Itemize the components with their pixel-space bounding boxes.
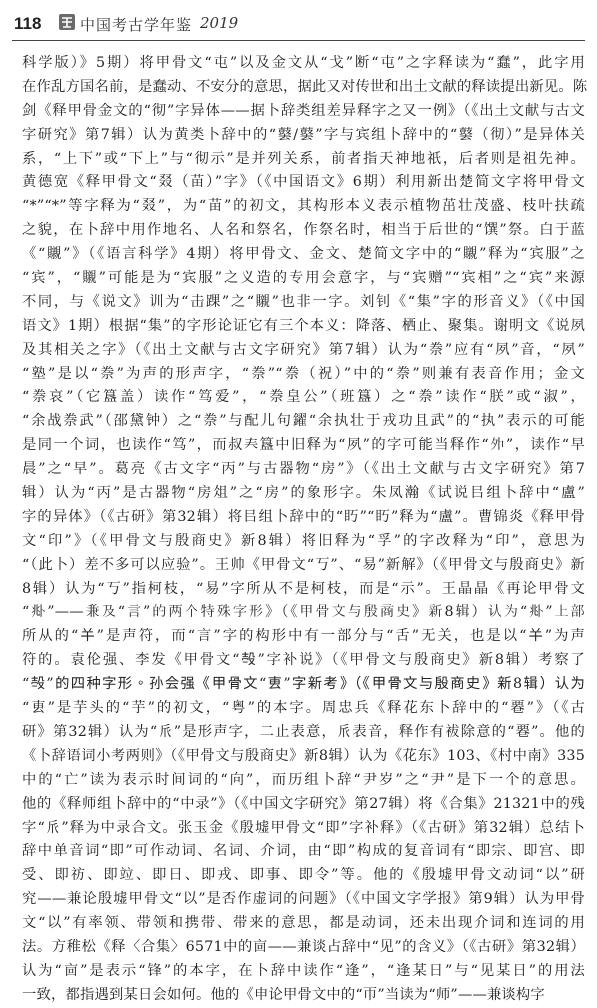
text-line: 及其相关之字》（《出土文献与古文字研究》第7辑）认为“䄅”应有“夙”音，“夙” xyxy=(22,341,585,358)
text-line: 法。方稚松《释〈合集〉6571中的㐭——兼谈占辞中“见”的含义》（《古研》第32辑） xyxy=(22,938,585,955)
header-divider xyxy=(12,40,585,41)
text-line: 剑《释甲骨金文的“彻”字异体——据卜辞类组差异释字之又一例》（《出土文献与古文 xyxy=(22,102,585,119)
text-line: 他的《释师组卜辞中的“中录”》（《中国文字研究》第27辑）将《合集》21321中的残 xyxy=(22,795,585,812)
text-line: 所从的“𢆉”是声符，而“言”字的构形中有一部分与“舌”无关，也是以“𢆉”为声 xyxy=(22,628,585,645)
text-line: 字“𠂢”释为中录合文。张玉金《殷墟甲骨文“即”字补释》（《古研》第32辑）总结卜 xyxy=(22,819,585,836)
text-line: 语文》1期）根据“集”的字形论证它有三个本义：降落、栖止、聚集。谢明文《说夙 xyxy=(22,317,585,334)
text-line: 《“䞋”》（《语言科学》4期）将甲骨文、金文、楚简文字中的“䞋”释为“宾服”之 xyxy=(22,246,585,263)
page-header xyxy=(0,0,597,46)
text-line: 中的“亡”读为表示时间词的“向”，而历组卜辞“尹岁”之“尹”是下一个的意思。 xyxy=(22,771,585,788)
text-line: 字的异体》（《古研》第32辑）将㠯组卜辞中的“䀎”“䀎”释为“盧”。曹锦炎《释甲骨 xyxy=(22,508,585,525)
text-line: “余战䄅武”（邵黛钟）之“䄅”与配儿句鑃“余执壮于戎功且武”的“执”表示的可能 xyxy=(22,413,585,430)
text-line: 辑）认为“丙”是古器物“房俎”之“房”的象形字。朱凤瀚《试说㠯组卜辞中“盧” xyxy=(22,485,585,502)
text-line: “*”“*”等字释为“叕”，为“苗”的初文，其构形本义表示植物茁壮茂盛、枝叶扶疏 xyxy=(22,198,585,215)
text-line: 系，“上下”或“下上”与“彻示”是并列关系，前者指天神地祇，后者则是祖先神。 xyxy=(22,150,585,167)
text-line: 受、即祊、即竝、即日、即戎、即事、即令”等。他的《殷墟甲骨文动词“以”研 xyxy=(22,867,585,884)
text-line: 文“以”有率领、带领和携带、带来的意思，都是动词，还未出现介词和连词的用 xyxy=(22,915,585,932)
text-line: 《卜辞语词小考两则》（《甲骨文与殷商史》新8辑）认为《花东》103、《村中南》335 xyxy=(22,747,585,764)
text-line: 在作乱方国名前，是蠢动、不安分的意思，据此又对传世和出土文献的释读提出新见。陈 xyxy=(22,78,588,95)
body-text xyxy=(22,52,588,1003)
text-line: “叀”是芋头的“芋”的初文，“粤”的本字。周忠兵《释花东卜辞中的“䙴”》（《古 xyxy=(22,700,585,717)
text-line: 一致，都指遇到某日会如何。他的《申论甲骨文中的“帀”当读为“师”——兼谈构字 xyxy=(22,986,545,1003)
journal-title: 中国考古学年鉴 xyxy=(80,17,193,34)
text-line: “𣪊”的四种字形。孙会强《甲骨文“叀”字新考》（《甲骨文与殷商史》新8辑）认为 xyxy=(22,676,585,693)
text-line: 字研究》第7辑）认为黄类卜辞中的“䵽/䵽”字与宾组卜辞中的“䵽（彻）”是异体关 xyxy=(22,126,585,143)
text-line: 究——兼论殷墟甲骨文“以”是否作虚词的问题》（《中国文字学报》第9辑）认为甲骨 xyxy=(22,891,585,908)
page-number: 118 xyxy=(14,14,42,33)
text-line: 文“印”》（《甲骨文与殷商史》新8辑）将旧释为“孚”的字改释为“印”，意思为 xyxy=(22,532,585,549)
text-line: 不同，与《说文》训为“击踝”之“䞋”也非一字。刘钊《“集”字的形音义》（《中国 xyxy=(22,293,585,310)
text-line: 8辑）认为“丂”指柯枝，“易”字所从不是柯枝，而是“示”。王晶晶《再论甲骨文 xyxy=(22,580,585,597)
text-line: “𠧞”——兼及“言”的两个特殊字形》（《甲骨文与殷商史》新8辑）认为“𠧞”上部 xyxy=(22,604,585,621)
text-line: “塾”是以“䄅”为声的形声字，“䄅”“䄅（祝）”中的“䄅”则兼有表音作用；金文 xyxy=(22,365,585,382)
text-line: “宾”，“䞋”可能是为“宾服”之义造的专用会意字，与“宾赠”“宾相”之“宾”来源 xyxy=(22,270,585,287)
text-line: 黄德宽《释甲骨文“叕（苗）”字》（《中国语文》6期）利用新出楚简文字将甲骨文 xyxy=(22,174,585,191)
text-line: 晨”之“早”。葛亮《古文字“丙”与古器物“房”》（《出土文献与古文字研究》第7 xyxy=(22,461,585,478)
text-line: “（此卜）差不多可以应验”。王帅《甲骨文“丂”、“易”新解》（《甲骨文与殷商史》新 xyxy=(22,556,585,573)
journal-emblem-icon xyxy=(58,13,76,31)
text-line: 研》第32辑）认为“𠂢”是形声字，二止表意，𠂢表音，释作有袚除意的“䙴”。他的 xyxy=(22,723,585,740)
text-line: 是同一个词，也读作“笃”，而叔𡗗簋中旧释为“夙”的字可能当释作“𡖄”，读作“早 xyxy=(22,437,585,454)
text-line: 辞中单音词“即”可作动词、名词、介词，由“即”构成的复音词有“即宗、即宫、即 xyxy=(22,843,585,860)
text-line: 之貌，在卜辞中用作地名、人名和祭名，作祭名时，相当于后世的“馔”祭。白于蓝 xyxy=(22,222,585,239)
text-line: 符的。袁伦强、李发《甲骨文“𣪊”字补说》（《甲骨文与殷商史》新8辑）考察了 xyxy=(22,652,585,669)
text-line: 认为“㐭”是表示“锋”的本字，在卜辞中读作“逢”，“逢某日”与“见某日”的用法 xyxy=(22,962,585,979)
text-line: 科学版）》5期）将甲骨文“屯”以及金文从“戈”断“屯”之字释读为“蠢”，此字用 xyxy=(22,55,585,71)
text-line: “䄅哀”（它簋盖）读作“笃爱”，“䄅皇公”（班簋）之“䄅”读作“朕”或“淑”， xyxy=(22,389,585,406)
journal-year: 2019 xyxy=(200,14,239,32)
